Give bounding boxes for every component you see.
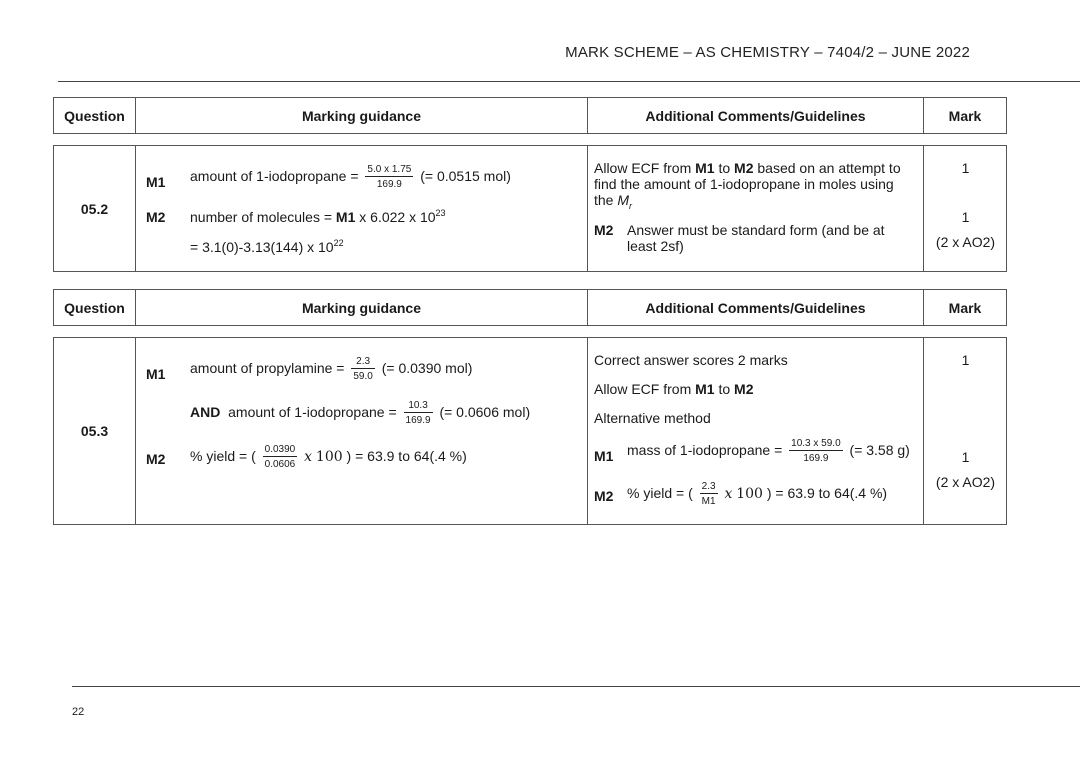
marking-guidance-cell bbox=[136, 338, 588, 525]
multiply-symbol: x bbox=[304, 449, 313, 466]
mark-m2: 1 bbox=[961, 209, 970, 225]
mr-subscript: r bbox=[629, 200, 633, 211]
hundred-value: 100 bbox=[736, 486, 763, 503]
fraction-denominator: 169.9 bbox=[803, 453, 829, 464]
m2-exponent: 23 bbox=[435, 208, 446, 218]
marking-guidance-cell bbox=[136, 146, 588, 272]
m2-answer-line bbox=[190, 239, 344, 255]
m1-label: M1 bbox=[146, 174, 166, 190]
column-header-mark: Mark bbox=[924, 290, 1007, 326]
multiply-symbol: x bbox=[724, 486, 733, 503]
m2-bold-ref: M1 bbox=[335, 209, 356, 225]
fraction-numerator: 5.0 x 1.75 bbox=[367, 164, 412, 175]
comment-text: to bbox=[718, 160, 731, 176]
comment-alternative-method: Alternative method bbox=[594, 410, 711, 426]
m1-fraction bbox=[365, 164, 413, 191]
and-fraction bbox=[404, 400, 433, 427]
fraction-denominator: 59.0 bbox=[353, 371, 373, 382]
comment-ecf bbox=[594, 160, 901, 214]
m2-label: M2 bbox=[146, 451, 166, 467]
comment-text: Allow ECF from bbox=[594, 160, 692, 176]
and-text: amount of 1-iodopropane = bbox=[228, 404, 397, 421]
mark-cell bbox=[924, 338, 1007, 525]
m2-text-b: x 6.022 x 10 bbox=[359, 209, 436, 225]
m1-fraction bbox=[351, 356, 374, 383]
comment-text: Allow ECF from bbox=[594, 381, 692, 397]
mr-symbol: M bbox=[617, 192, 630, 208]
comment-text: least 2sf) bbox=[627, 238, 684, 254]
m2-answer-exponent: 22 bbox=[333, 238, 344, 248]
m2-label: M2 bbox=[146, 209, 166, 225]
comment-m2-ref: M2 bbox=[734, 160, 754, 176]
comments-cell bbox=[588, 146, 924, 272]
alt-m2-fraction bbox=[700, 481, 718, 508]
m2-fraction bbox=[263, 444, 298, 471]
mark-m1: 1 bbox=[961, 352, 970, 368]
m1-label: M1 bbox=[146, 366, 166, 382]
comment-m1-ref: M1 bbox=[695, 381, 715, 397]
fraction-denominator: 169.9 bbox=[376, 179, 402, 190]
comment-allow-ecf bbox=[594, 381, 754, 397]
mark-assessment-objective: (2 x AO2) bbox=[935, 474, 996, 490]
column-header-question: Question bbox=[54, 290, 136, 326]
alt-m1-label: M1 bbox=[594, 448, 614, 464]
alt-m1-fraction bbox=[789, 438, 842, 465]
m1-text: amount of propylamine = bbox=[190, 360, 345, 377]
m1-result: (= 0.0515 mol) bbox=[420, 168, 511, 185]
and-label: AND bbox=[190, 404, 221, 421]
comment-correct-answer: Correct answer scores 2 marks bbox=[594, 352, 788, 368]
comment-text: to bbox=[718, 381, 731, 397]
column-header-guidance: Marking guidance bbox=[136, 98, 588, 134]
alt-m2-label: M2 bbox=[594, 488, 614, 504]
mark-cell bbox=[924, 146, 1007, 272]
fraction-numerator: 10.3 bbox=[404, 400, 433, 413]
comment-text: Answer must be standard form (and be at bbox=[627, 222, 885, 238]
page-number: 22 bbox=[72, 706, 85, 718]
mark-assessment-objective: (2 x AO2) bbox=[935, 234, 996, 250]
comment-text: based on an attempt to bbox=[757, 160, 901, 176]
m1-text: amount of 1-iodopropane = bbox=[190, 168, 359, 185]
header-rule bbox=[58, 81, 1080, 82]
fraction-denominator: 0.0606 bbox=[264, 459, 296, 470]
alt-m2-text: % yield = ( bbox=[627, 485, 693, 502]
alt-m1-line bbox=[627, 438, 910, 465]
alt-m2-line bbox=[627, 481, 887, 508]
footer-rule bbox=[72, 686, 1080, 687]
column-header-question: Question bbox=[54, 98, 136, 134]
m1-result: (= 0.0390 mol) bbox=[381, 360, 473, 377]
m1-line bbox=[190, 164, 511, 191]
document-header-title: MARK SCHEME – AS CHEMISTRY – 7404/2 – JUNE 2022 bbox=[565, 44, 970, 61]
m2-text: number of molecules = bbox=[190, 209, 333, 225]
fraction-numerator: 10.3 x 59.0 bbox=[791, 438, 841, 449]
column-header-table-2 bbox=[53, 289, 1007, 326]
fraction-denominator: M1 bbox=[701, 496, 716, 507]
column-header-comments: Additional Comments/Guidelines bbox=[588, 290, 924, 326]
mark-m1: 1 bbox=[961, 160, 970, 176]
fraction-numerator: 0.0390 bbox=[264, 444, 296, 455]
comment-m2-label: M2 bbox=[594, 222, 614, 238]
m2-line bbox=[190, 444, 467, 471]
comment-m2-ref: M2 bbox=[734, 381, 754, 397]
fraction-denominator: 169.9 bbox=[405, 415, 431, 426]
question-table-05-2 bbox=[53, 145, 1007, 272]
and-result: (= 0.0606 mol) bbox=[439, 404, 531, 421]
hundred-value: 100 bbox=[315, 449, 343, 466]
alt-m2-result: ) = 63.9 to 64(.4 %) bbox=[766, 485, 888, 502]
alt-m1-result: (= 3.58 g) bbox=[849, 442, 910, 459]
m1-line bbox=[190, 356, 472, 383]
comment-text: the bbox=[594, 192, 614, 208]
m2-line bbox=[190, 209, 446, 225]
m2-text: % yield = ( bbox=[190, 448, 256, 465]
column-header-table-1 bbox=[53, 97, 1007, 134]
fraction-numerator: 2.3 bbox=[351, 356, 374, 369]
m2-answer: = 3.1(0)-3.13(144) x 10 bbox=[190, 239, 334, 255]
column-header-mark: Mark bbox=[924, 98, 1007, 134]
alt-m1-text: mass of 1-iodopropane = bbox=[627, 442, 783, 459]
m2-result: ) = 63.9 to 64(.4 %) bbox=[346, 448, 467, 465]
and-line bbox=[190, 400, 530, 427]
fraction-numerator: 2.3 bbox=[701, 481, 716, 492]
comments-cell bbox=[588, 338, 924, 525]
column-header-comments: Additional Comments/Guidelines bbox=[588, 98, 924, 134]
comment-m1-ref: M1 bbox=[695, 160, 715, 176]
comment-text: find the amount of 1-iodopropane in moles using bbox=[594, 176, 894, 192]
comment-standard-form bbox=[627, 222, 885, 254]
question-number: 05.3 bbox=[54, 338, 136, 525]
question-table-05-3 bbox=[53, 337, 1007, 525]
question-number: 05.2 bbox=[54, 146, 136, 272]
mark-m2: 1 bbox=[961, 449, 970, 465]
column-header-guidance: Marking guidance bbox=[136, 290, 588, 326]
